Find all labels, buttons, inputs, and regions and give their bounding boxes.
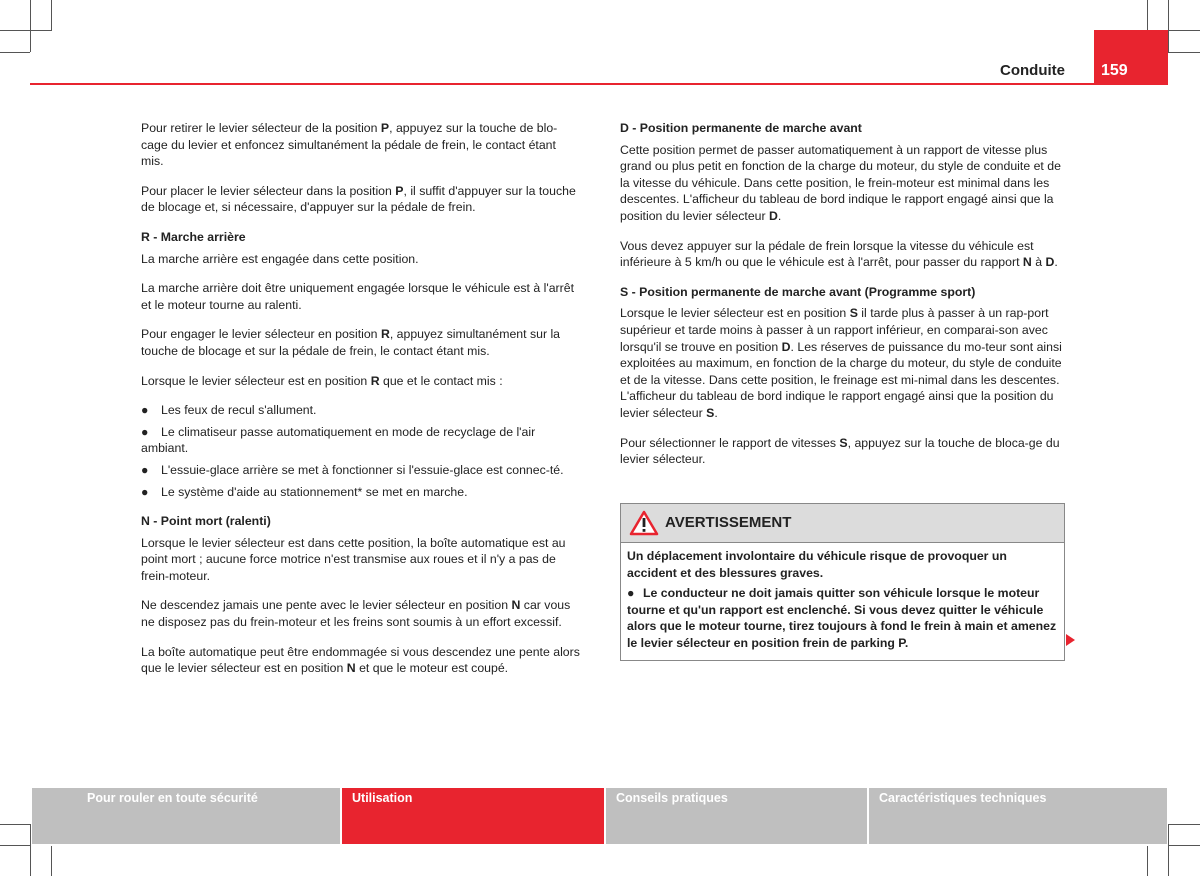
crop-mark (0, 845, 30, 846)
warning-paragraph: ● Le conducteur ne doit jamais quitter son véhicule lorsque le moteur tourne et qu'un rapport est enclenché. Si vous devez quitter le véhicule alors que le moteur tourne, tirez toujours à fond le frein à main et amenez le levier sélecteur en position frein de parking P. (627, 586, 1057, 650)
section-heading-r: R - Marche arrière (141, 229, 246, 244)
crop-mark (1147, 0, 1148, 30)
list-item: ● Les feux de recul s'allument. (141, 403, 317, 418)
warning-title: AVERTISSEMENT (665, 513, 792, 531)
list-item: ● Le système d'aide au stationnement* se met en marche. (141, 484, 468, 499)
crop-mark (1168, 0, 1169, 52)
crop-mark (0, 824, 30, 825)
crop-mark (1168, 30, 1200, 31)
crop-mark (0, 30, 52, 31)
warning-paragraph: Un déplacement involontaire du véhicule risque de provoquer un accident et des blessures graves. (627, 549, 1007, 580)
warning-header (621, 504, 1064, 543)
paragraph: Vous devez appuyer sur la pédale de frein lorsque la vitesse du véhicule est inférieure à 5 km/h ou que le véhicule est à l'arrêt, pour passer du rapport N à D. (620, 238, 1058, 270)
crop-mark (1168, 845, 1200, 846)
paragraph: La boîte automatique peut être endommagée si vous descendez une pente alors que le levier sélecteur est en position N et que le moteur est coupé. (141, 644, 580, 676)
left-column (141, 120, 581, 690)
paragraph: Pour placer le levier sélecteur dans la position P, il suffit d'appuyer sur la touche de blocage et, si nécessaire, d'appuyer sur la pédale de frein. (141, 183, 576, 215)
page-number: 159 (1101, 62, 1128, 79)
paragraph: La marche arrière est engagée dans cette position. (141, 251, 419, 266)
bullet-icon: ● (141, 424, 149, 439)
paragraph: Cette position permet de passer automatiquement à un rapport de vitesse plus grand ou plus petit en fonction de la charge du moteur, du style de conduite et de la vitesse du véhicule. Dans cette position, le frein-moteur est minimal dans les descentes. L'afficheur du tableau de bord indique le rapport engagé ainsi que la position du levier sélecteur D. (620, 142, 1061, 223)
bullet-icon: ● (627, 586, 635, 601)
footer-tab-label: Utilisation (352, 791, 413, 805)
section-heading-n: N - Point mort (ralenti) (141, 514, 271, 529)
continue-arrow-icon (1066, 634, 1075, 646)
footer-tab-label: Pour rouler en toute sécurité (87, 791, 258, 805)
list-item: ● L'essuie-glace arrière se met à fonctionner si l'essuie-glace est connec-té. (141, 462, 564, 477)
paragraph: Ne descendez jamais une pente avec le levier sélecteur en position N car vous ne disposez pas du frein-moteur et les freins sont soumis à un effort excessif. (141, 598, 571, 630)
crop-mark (51, 846, 52, 876)
bullet-list (141, 402, 581, 500)
bullet-icon: ● (141, 462, 149, 477)
paragraph: Pour sélectionner le rapport de vitesses S, appuyez sur la touche de bloca-ge du levier sélecteur. (620, 435, 1060, 467)
crop-mark (30, 0, 31, 52)
crop-mark (0, 52, 30, 53)
section-heading-d: D - Position permanente de marche avant (620, 121, 862, 135)
crop-mark (1168, 52, 1200, 53)
chapter-title: Conduite (1000, 62, 1065, 79)
footer-tab-securite[interactable] (32, 788, 340, 844)
crop-mark (51, 0, 52, 30)
warning-body (621, 543, 1064, 660)
paragraph: Lorsque le levier sélecteur est en position S il tarde plus à passer à un rap-port supérieur et tarde moins à passer à un rapport inférieur, en comparai-son avec lorsqu'il se trouve en position D. Les réserves de puissance du mo-teur sont ainsi exploitées au maximum, en fonction de la charge du moteur, du style de conduite et de la vitesse. Dans cette position, le freinage est mi-nimal dans les descentes. L'afficheur du tableau de bord indique le rapport engagé ainsi que la position du levier sélecteur S. (620, 306, 1062, 420)
list-item: ● Le climatiseur passe automatiquement en mode de recyclage de l'air ambiant. (141, 424, 536, 456)
footer-tab-conseils[interactable] (606, 788, 867, 844)
warning-box (620, 503, 1065, 661)
section-heading-s: S - Position permanente de marche avant (Programme sport) (620, 284, 976, 299)
right-column (620, 120, 1065, 481)
warning-triangle-icon (629, 510, 659, 536)
footer-tab-label: Conseils pratiques (616, 791, 728, 805)
paragraph: La marche arrière doit être uniquement engagée lorsque le véhicule est à l'arrêt et le moteur tourne au ralenti. (141, 281, 574, 312)
paragraph: Pour engager le levier sélecteur en position R, appuyez simultanément sur la touche de blocage et sur la pédale de frein, le contact étant mis. (141, 327, 561, 358)
crop-mark (30, 824, 31, 876)
footer-tab-caracteristiques[interactable] (869, 788, 1167, 844)
footer-tab-utilisation[interactable] (342, 788, 604, 844)
footer-tab-label: Caractéristiques techniques (879, 791, 1047, 805)
bullet-icon: ● (141, 484, 149, 499)
paragraph: Pour retirer le levier sélecteur de la position P, appuyez sur la touche de blo-cage du levier et enfoncez simultanément la pédale de frein, le contact étant mis. (141, 121, 558, 169)
paragraph: Lorsque le levier sélecteur est en position R que et le contact mis : (141, 373, 503, 388)
header-rule (30, 83, 1168, 85)
paragraph: Lorsque le levier sélecteur est dans cette position, la boîte automatique est au point mort ; aucune force motrice n'est transmise aux roues et il n'y a pas de frein-moteur. (141, 535, 566, 583)
bullet-icon: ● (141, 403, 149, 418)
crop-mark (1168, 824, 1200, 825)
crop-mark (1147, 846, 1148, 876)
crop-mark (1168, 824, 1169, 876)
